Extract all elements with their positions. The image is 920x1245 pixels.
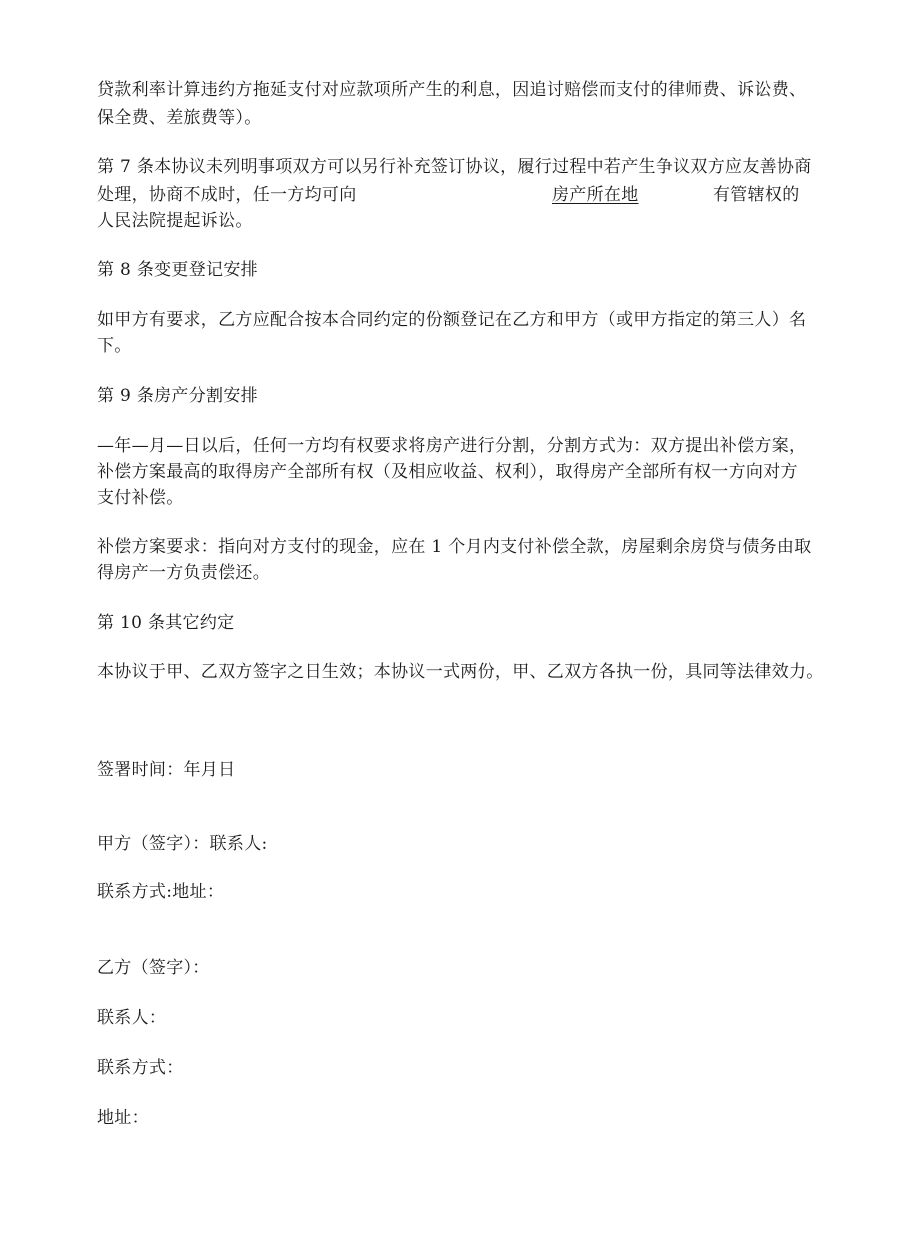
- article-10-heading: 第 10 条其它约定: [97, 613, 235, 633]
- article-9-line: —年—月—日以后，任何一方均有权要求将房产进行分割，分割方式为：双方提出补偿方案，: [97, 436, 807, 456]
- party-a-contact: 联系方式:地址：: [97, 882, 225, 902]
- paragraph-line: 保全费、差旅费等）。: [97, 108, 262, 128]
- court-location-field: 房产所在地: [552, 185, 639, 205]
- party-b-signature: 乙方（签字）：: [97, 958, 210, 978]
- article-7-line: 有管辖权的: [713, 185, 800, 205]
- article-8-line: 下。: [97, 336, 132, 356]
- party-b-contact-person: 联系人：: [97, 1008, 167, 1028]
- article-7-line: 处理，协商不成时，任一方均可向: [97, 185, 357, 205]
- compensation-requirement-line: 得房产一方负责偿还。: [97, 563, 270, 583]
- article-7-line: 人民法院提起诉讼。: [97, 211, 253, 231]
- paragraph-line: 贷款利率计算违约方拖延支付对应款项所产生的利息，因追讨赔偿而支付的律师费、诉讼费、: [97, 80, 807, 100]
- article-9-heading: 第 9 条房产分割安排: [97, 386, 258, 406]
- article-9-line: 补偿方案最高的取得房产全部所有权（及相应收益、权利），取得房产全部所有权一方向对方: [97, 462, 798, 482]
- party-b-contact-method: 联系方式：: [97, 1058, 184, 1078]
- compensation-requirement-line: 补偿方案要求：指向对方支付的现金，应在 1 个月内支付补偿全款，房屋剩余房贷与债务由取: [97, 537, 812, 557]
- article-9-line: 支付补偿。: [97, 488, 184, 508]
- party-a-signature: 甲方（签字）：联系人:: [97, 834, 268, 854]
- article-8-line: 如甲方有要求，乙方应配合按本合同约定的份额登记在乙方和甲方（或甲方指定的第三人）名: [97, 310, 807, 330]
- party-b-address: 地址：: [97, 1108, 149, 1128]
- signing-date: 签署时间：年月日: [97, 760, 236, 780]
- article-7-line: 第 7 条本协议未列明事项双方可以另行补充签订协议，履行过程中若产生争议双方应友善协商: [97, 157, 812, 177]
- article-10-line: 本协议于甲、乙双方签字之日生效；本协议一式两份，甲、乙双方各执一份，具同等法律效力。: [97, 662, 824, 682]
- article-8-heading: 第 8 条变更登记安排: [97, 260, 258, 280]
